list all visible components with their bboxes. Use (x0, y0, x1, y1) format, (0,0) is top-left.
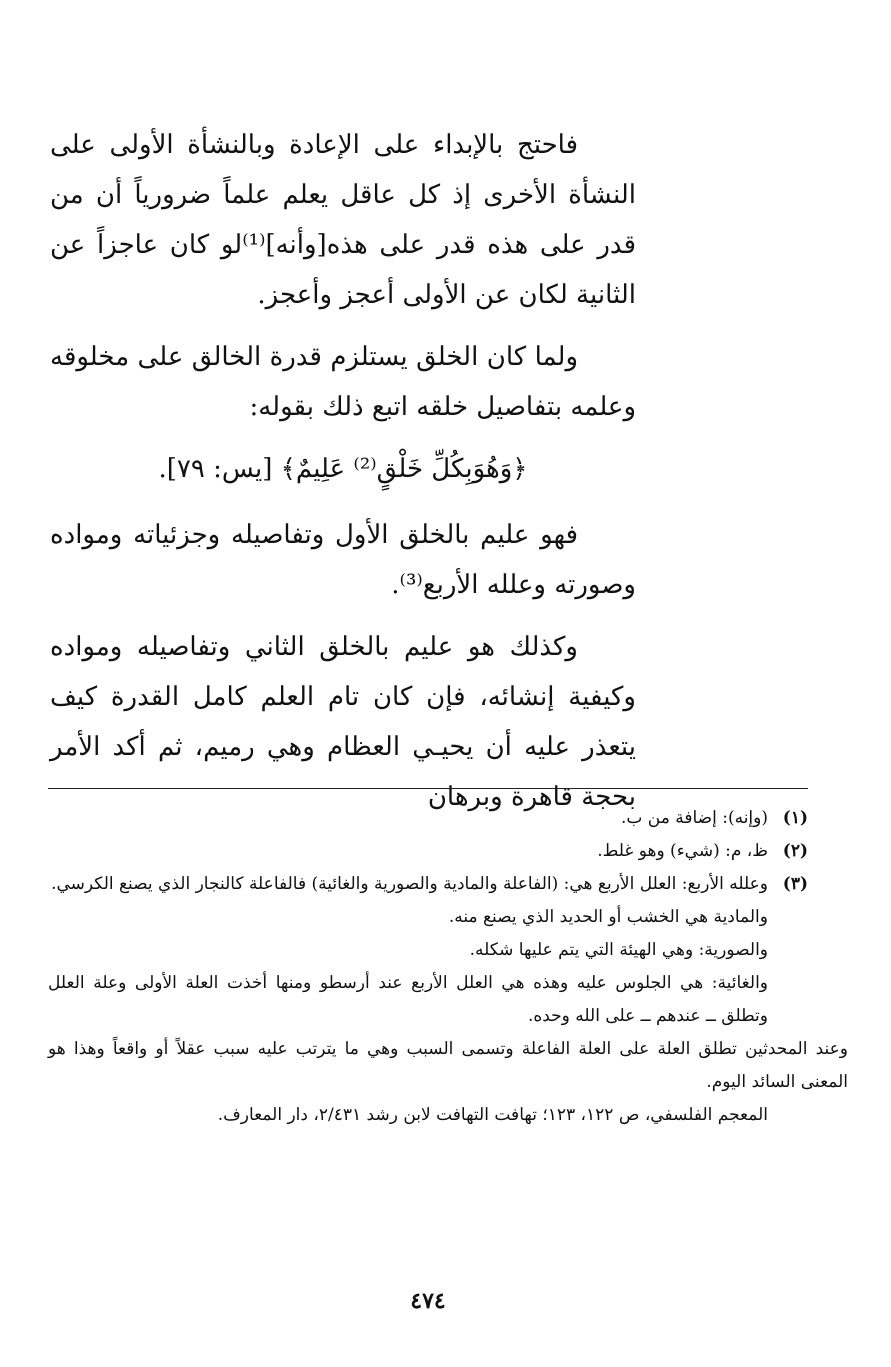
page-number: ٤٧٤ (410, 1288, 446, 1314)
footnote-number: (١) (782, 808, 808, 828)
footnote-3-continuation: والمادية هي الخشب أو الحديد الذي يصنع منه. (448, 907, 768, 927)
footnote-3-continuation: والصورية: وهي الهيئة التي يتم عليها شكله. (469, 940, 768, 960)
footnote-number: (٣) (782, 874, 808, 894)
footnote-number: (٢) (782, 841, 808, 861)
footnote-3-continuation: وعند المحدثين تطلق العلة على العلة الفاعلة وتسمى السبب وهي ما يترتب عليه سبب عقلاً أو واقعاً وهذا هو المعنى السائد اليوم. (48, 1039, 848, 1092)
footnote-text: وعلله الأربع: العلل الأربع هي: (الفاعلة والمادية والصورية والغائية) فالفاعلة كالنجار الذي يصنع الكرسي. (51, 874, 768, 894)
footnotes (48, 802, 848, 1132)
footnote-2 (48, 835, 808, 868)
footnote-1 (48, 802, 808, 835)
footnote-3 (48, 868, 808, 901)
footnote-divider (48, 788, 808, 789)
paragraph-2: ولما كان الخلق يستلزم قدرة الخالق على مخلوقه وعلمه بتفاصيل خلقه اتبع ذلك بقوله: (50, 342, 636, 422)
main-text (50, 120, 636, 834)
footnote-text: ظ، م: (شيء) وهو غلط. (597, 841, 768, 861)
footnote-3-reference: المعجم الفلسفي، ص ١٢٢، ١٢٣؛ تهافت التهافت لابن رشد ٢/٤٣١، دار المعارف. (217, 1105, 768, 1125)
paragraph-1: فاحتج بالإبداء على الإعادة وبالنشأة الأولى على النشأة الأخرى إذ كل عاقل يعلم علماً ضرورياً أن من قدر على هذه قدر على هذه[وأنه]⁽¹⁾لو كان عاجزاً عن الثانية لكان عن الأولى أعجز وأعجز. (50, 130, 636, 310)
footnote-3-continuation: والغائية: هي الجلوس عليه وهذه هي العلل الأربع عند أرسطو ومنها أخذت العلة الأولى وعلة العلل وتطلق ــ عندهم ــ على الله وحده. (48, 973, 768, 1026)
paragraph-3: فهو عليم بالخلق الأول وتفاصيله وجزئياته ومواده وصورته وعلله الأربع⁽³⁾. (50, 520, 636, 600)
document-page (48, 120, 848, 1340)
paragraph-4: وكذلك هو عليم بالخلق الثاني وتفاصيله ومواده وكيفية إنشائه، فإن كان تام العلم كامل القدرة كيف يتعذر عليه أن يحيـي العظام وهي رميم، ثم أكد الأمر بحجة قاهرة وبرهان (50, 632, 636, 812)
quran-verse: ﴿وَهُوَبِكُلِّ خَلْقٍ⁽²⁾ عَلِيمٌ﴾ [يس: ٧٩]. (158, 454, 528, 484)
footnote-text: (وإنه): إضافة من ب. (620, 808, 768, 828)
